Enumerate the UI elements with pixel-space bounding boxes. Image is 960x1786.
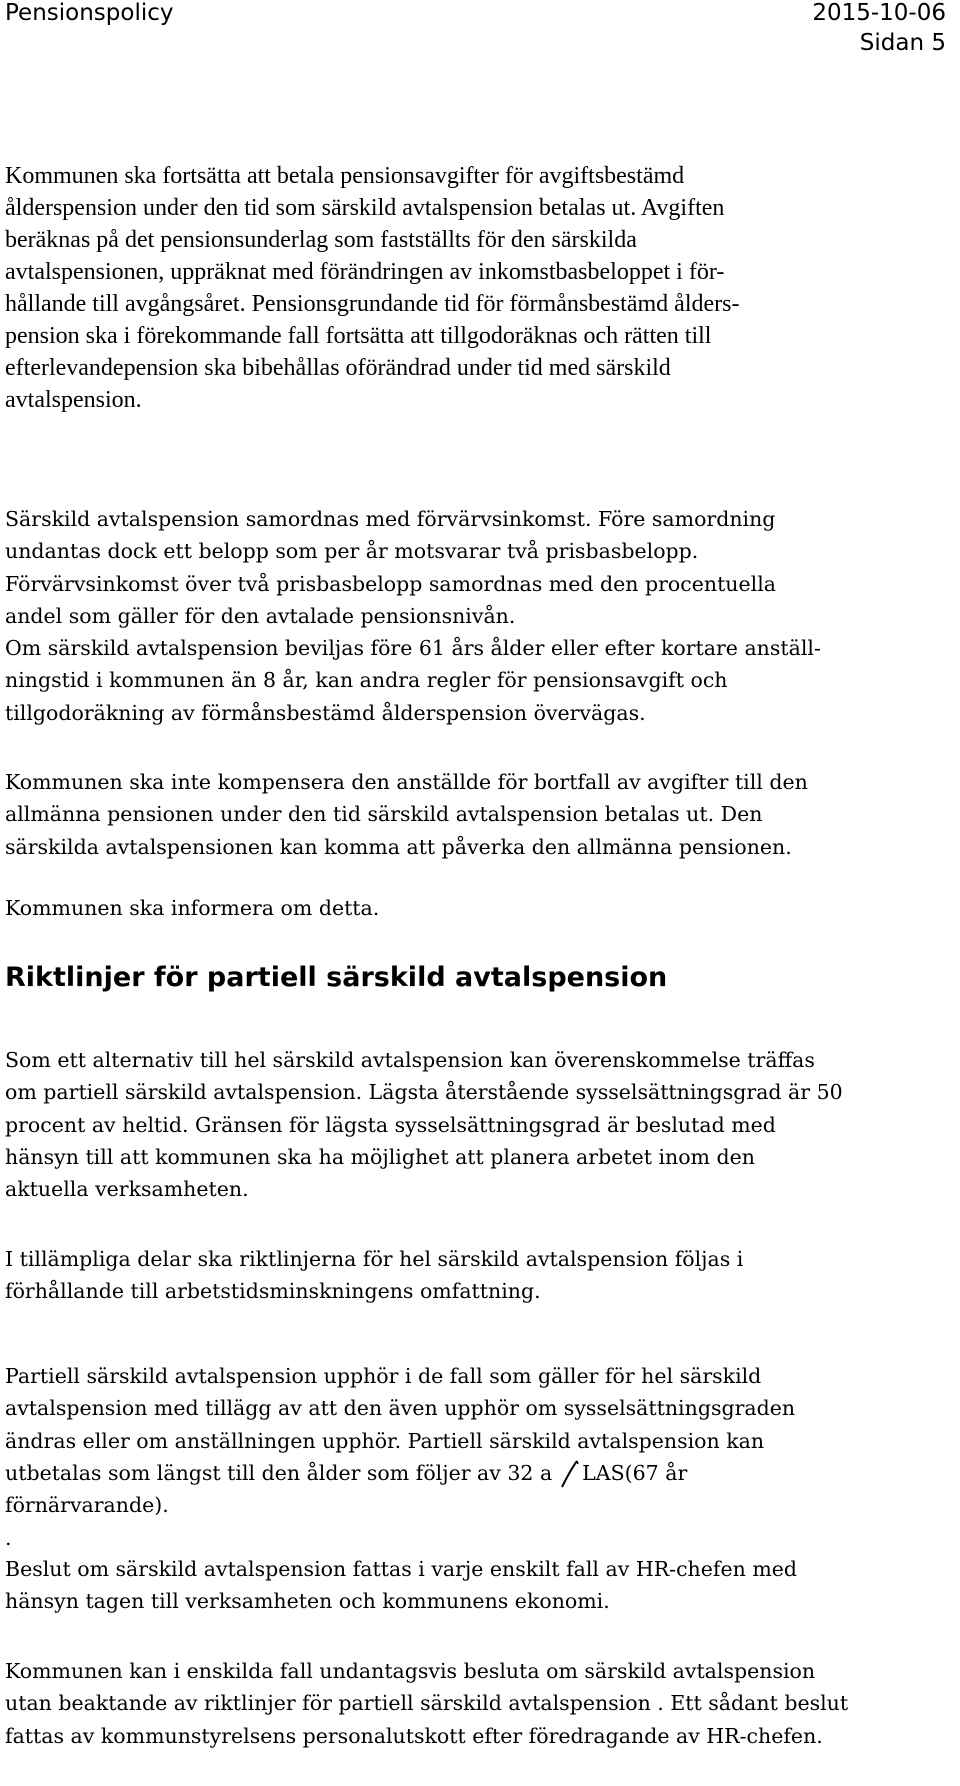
text-line: andel som gäller för den avtalade pensionsnivån.	[5, 603, 516, 628]
text-line: ningstid i kommunen än 8 år, kan andra regler för pensionsavgift och	[5, 668, 728, 693]
text-line: Beslut om särskild avtalspension fattas i varje enskilt fall av HR-chefen med	[5, 1557, 798, 1581]
paragraph-partiell-alternativ	[5, 1044, 955, 1205]
text-line: avtalspension.	[5, 387, 142, 413]
text-line: tillgodoräkning av förmånsbestämd ålderspension övervägas.	[5, 700, 646, 725]
text-line: avtalspensionen, uppräknat med förändringen av inkomstbasbeloppet i för-	[5, 259, 725, 285]
paragraph-beslut	[5, 1553, 955, 1618]
text-line: Kommunen ska informera om detta.	[5, 896, 380, 920]
document-date: 2015-10-06	[812, 0, 946, 26]
text-line: pension ska i förekommande fall fortsätta att tillgodoräknas och rätten till	[5, 323, 712, 349]
text-line: utan beaktande av riktlinjer för partiell särskild avtalspension . Ett sådant beslut	[5, 1691, 849, 1716]
text-line: Om särskild avtalspension beviljas före 61 års ålder eller efter kortare anställ-	[5, 636, 821, 661]
text-line: allmänna pensionen under den tid särskild avtalspension betalas ut. Den	[5, 802, 763, 827]
text-line: aktuella verksamheten.	[5, 1177, 249, 1202]
paragraph-undantag	[5, 1655, 955, 1752]
paragraph-information	[5, 892, 955, 924]
text-line: avtalspension med tillägg av att den även upphör om sysselsättningsgraden	[5, 1396, 796, 1421]
paragraph-samordning	[5, 503, 955, 729]
text-line: procent av heltid. Gränsen för lägsta sysselsättningsgrad är beslutad med	[5, 1112, 776, 1137]
text-line	[5, 1457, 955, 1490]
page-header	[0, 0, 960, 62]
page-number: Sidan 5	[859, 30, 946, 56]
paragraph-partiell-upphor	[5, 1360, 955, 1554]
text-line: I tillämpliga delar ska riktlinjerna för hel särskild avtalspension följas i	[5, 1247, 744, 1271]
text-line: hänsyn till att kommunen ska ha möjlighet att planera arbetet inom den	[5, 1144, 755, 1169]
paragraph-tillampliga-delar	[5, 1243, 955, 1308]
text-line: särskilda avtalspensionen kan komma att påverka den allmänna pensionen.	[5, 834, 792, 859]
text-line: om partiell särskild avtalspension. Lägsta återstående sysselsättningsgrad är 50	[5, 1080, 843, 1105]
section-sign-mark-icon	[558, 1459, 580, 1489]
stray-dot: .	[5, 1525, 12, 1550]
text-line: förnärvarande).	[5, 1493, 169, 1518]
text-line: ändras eller om anställningen upphör. Partiell särskild avtalspension kan	[5, 1428, 765, 1453]
text-line-segment: utbetalas som längst till den ålder som följer av 32 a	[5, 1460, 553, 1485]
text-line: Kommunen ska fortsätta att betala pensionsavgifter för avgiftsbestämd	[5, 163, 685, 189]
text-line: ålderspension under den tid som särskild avtalspension betalas ut. Avgiften	[5, 195, 725, 221]
text-line: Kommunen kan i enskilda fall undantagsvis besluta om särskild avtalspension	[5, 1659, 816, 1683]
paragraph-avgiftsbestamd	[5, 160, 955, 416]
document-title: Pensionspolicy	[5, 0, 174, 26]
text-line: hållande till avgångsåret. Pensionsgrundande tid för förmånsbestämd ålders-	[5, 291, 740, 317]
text-line-segment: LAS(67 år	[582, 1460, 688, 1485]
text-line: beräknas på det pensionsunderlag som fastställts för den särskilda	[5, 227, 637, 253]
text-line: fattas av kommunstyrelsens personalutskott efter föredragande av HR-chefen.	[5, 1723, 823, 1748]
text-line: Partiell särskild avtalspension upphör i de fall som gäller för hel särskild	[5, 1364, 762, 1388]
section-heading: Riktlinjer för partiell särskild avtalspension	[5, 962, 668, 993]
text-line: Särskild avtalspension samordnas med förvärvsinkomst. Före samordning	[5, 507, 776, 531]
paragraph-kompensation	[5, 766, 955, 863]
text-line: Kommunen ska inte kompensera den anställde för bortfall av avgifter till den	[5, 770, 808, 794]
text-line: förhållande till arbetstidsminskningens omfattning.	[5, 1279, 541, 1304]
text-line: hänsyn tagen till verksamheten och kommunens ekonomi.	[5, 1589, 610, 1614]
text-line: undantas dock ett belopp som per år motsvarar två prisbasbelopp.	[5, 539, 699, 564]
text-line: Förvärvsinkomst över två prisbasbelopp samordnas med den procentuella	[5, 571, 776, 596]
text-line: Som ett alternativ till hel särskild avtalspension kan överenskommelse träffas	[5, 1048, 815, 1072]
text-line: efterlevandepension ska bibehållas oförändrad under tid med särskild	[5, 355, 671, 381]
